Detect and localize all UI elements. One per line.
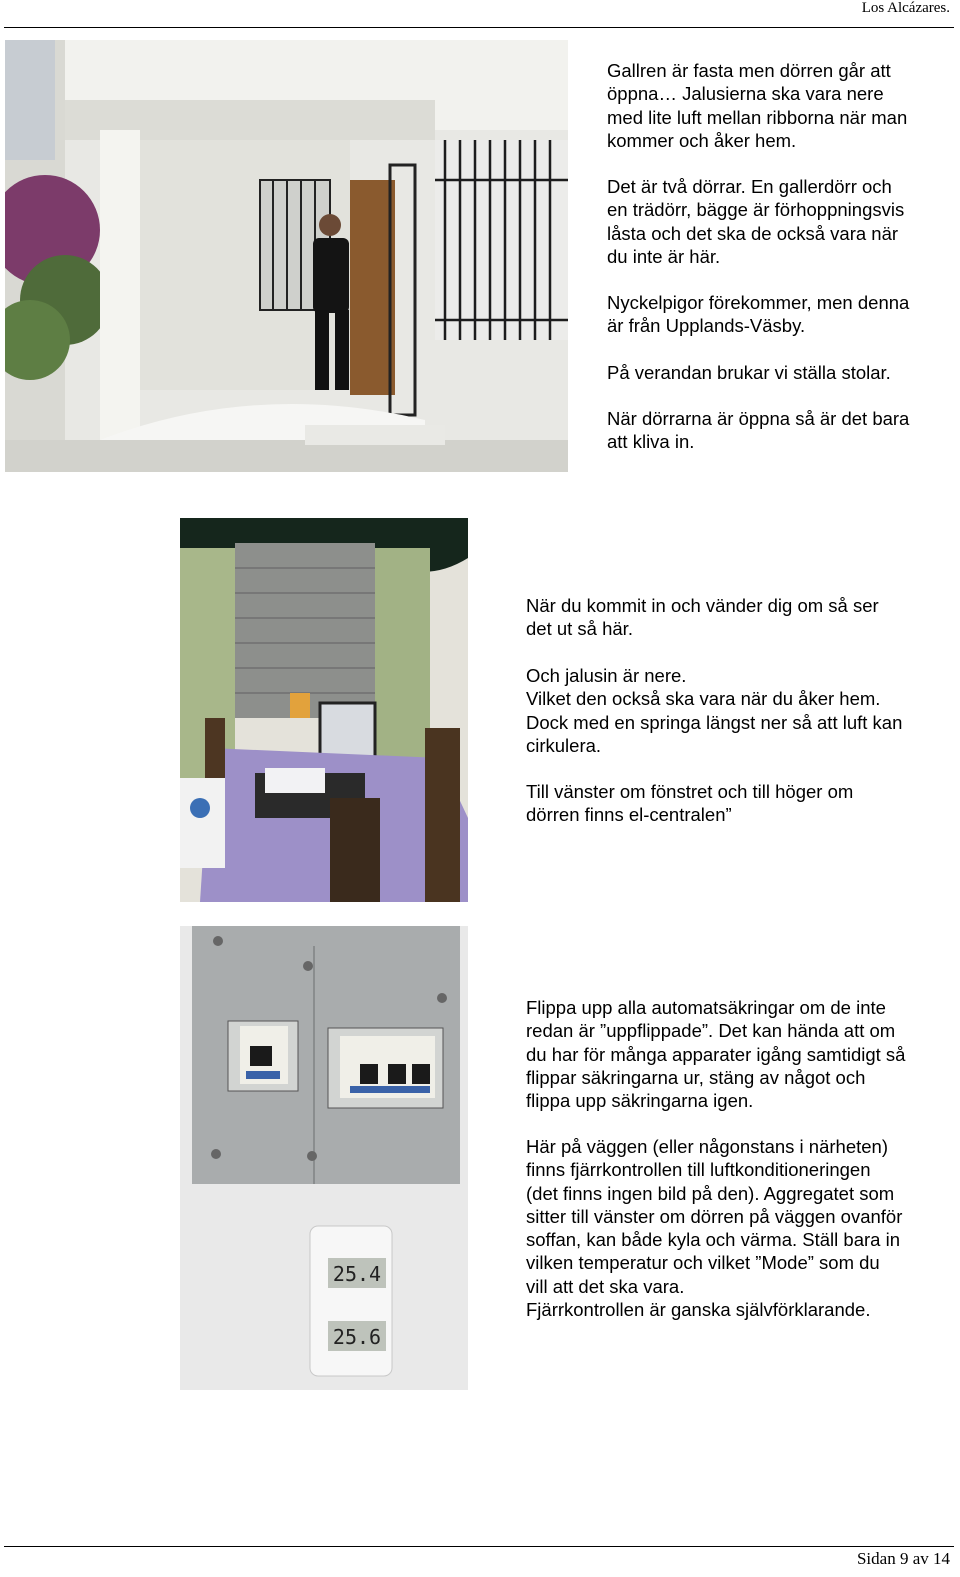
header-rule (4, 27, 954, 28)
page-number: Sidan 9 av 14 (856, 1549, 950, 1568)
photo-house-entrance (5, 40, 568, 472)
photo-fusebox-thermometer (180, 926, 468, 1390)
para-veranda: På verandan brukar vi ställa stolar. (607, 362, 891, 383)
thermometer-reading-top: 25.4 (332, 1262, 382, 1286)
photo-interior-table (180, 518, 468, 902)
para-enter: När dörrarna är öppna så är det bara att kliva in. (607, 408, 910, 453)
para-gates: Gallren är fasta men dörren går att öppna… Jalusierna ska vara nere med lite luft mellan ribborna när man kommer och åker hem. (607, 60, 908, 151)
thermometer-reading-bottom: 25.6 (332, 1325, 382, 1349)
footer-rule (4, 1546, 954, 1547)
para-air-conditioning: Här på väggen (eller någonstans i närheten) finns fjärrkontrollen till luftkonditioneringen (det finns ingen bild på den). Aggregatet som sitter till vänster om dörren på väggen ovanför soffan, kan både kyla och värma. Ställ bara in vilken temperatur och vilket ”Mode” som du vill att det ska vara. Fjärrkontrollen är ganska självförklarande. (526, 1136, 903, 1321)
para-fusebox-location: Till vänster om fönstret och till höger om dörren finns el-centralen” (526, 781, 854, 826)
para-inside: När du kommit in och vänder dig om så ser det ut så här. (526, 595, 879, 640)
para-ladybugs: Nyckelpigor förekommer, men denna är från Upplands-Väsby. (607, 292, 910, 337)
para-breakers: Flippa upp alla automatsäkringar om de inte redan är ”uppflippade”. Det kan hända att om du har för många apparater igång samtidigt så flippar säkringarna ur, stäng av något och flippa upp säkringarna igen. (526, 997, 906, 1112)
para-doors: Det är två dörrar. En gallerdörr och en trädörr, bägge är förhoppningsvis låsta och det ska de också vara när du inte är här. (607, 176, 905, 267)
para-blind: Och jalusin är nere. Vilket den också ska vara när du åker hem. Dock med en springa längst ner så att luft kan cirkulera. (526, 665, 903, 756)
header-title: Los Alcázares. (861, 0, 950, 16)
